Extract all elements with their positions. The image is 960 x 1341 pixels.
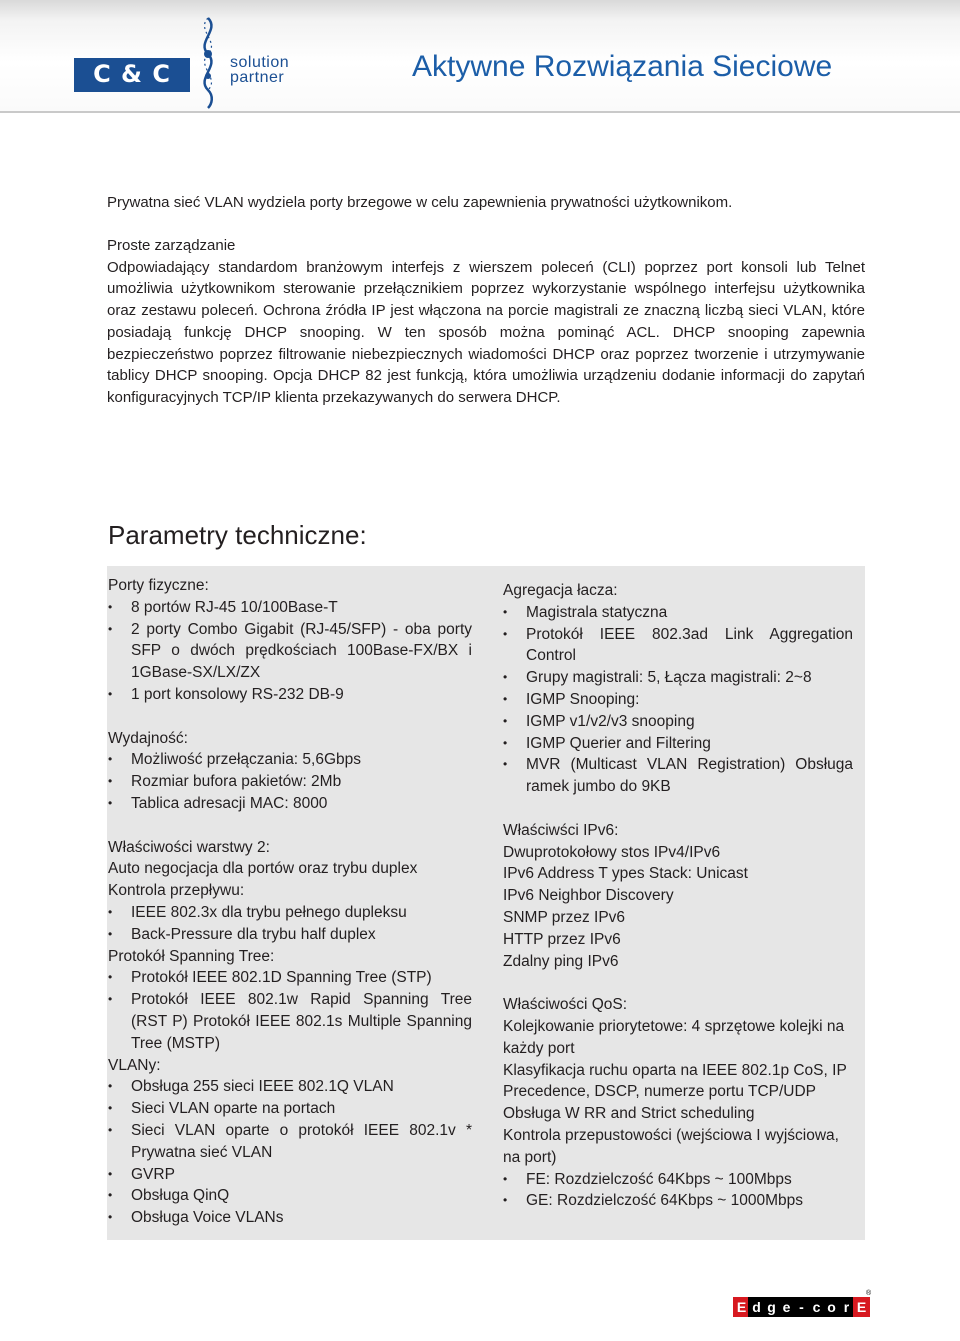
list-item: • IGMP Querier and Filtering [503,733,853,755]
flow-control-list [108,902,472,946]
spec-column-left [108,575,472,1229]
list-item: • Możliwość przełączania: 5,6Gbps [108,749,472,771]
list-item: • MVR (Multicast VLAN Registration) Obsługa ramek jumbo do 9KB [503,754,853,798]
ipv6-item: Dwuprotokołowy stos IPv4/IPv6 [503,843,721,861]
list-item: • 1 port konsolowy RS-232 DB-9 [108,684,472,706]
list-item: • Rozmiar bufora pakietów: 2Mb [108,771,472,793]
ipv6-item: IPv6 Address T ypes Stack: Unicast [503,865,748,883]
list-item: • Obsługa QinQ [108,1185,472,1207]
registered-mark: ® [866,1290,872,1297]
header-divider [0,111,960,113]
cc-solution-partner-logo [70,14,310,110]
logo-letter: E [853,1297,870,1317]
list-item: • IEEE 802.3x dla trybu pełnego dupleksu [108,902,472,924]
stp-list [108,967,472,1054]
list-item: • Obsługa Voice VLANs [108,1207,472,1229]
logo-letter: r [838,1297,855,1317]
ports-label: Porty fizyczne: [108,577,209,594]
flow-control-label: Kontrola przepływu: [108,882,245,900]
vlan-list [108,1076,472,1229]
management-section [107,235,865,409]
bandwidth-list [503,1169,853,1213]
list-item: • 2 porty Combo Gigabit (RJ-45/SFP) - oba porty SFP o dwóch prędkościach 100Base-FX/BX i 1GBase-SX/LX/ZX [108,619,472,684]
logo-letter: o [823,1297,840,1317]
logo-solution-text: solution [230,54,290,71]
page-title: Aktywne Rozwiązania Sieciowe [412,50,833,83]
qos-item: Kontrola przepustowości (wejściowa I wyjściowa, na port) [503,1126,839,1166]
list-item: • Sieci VLAN oparte o protokół IEEE 802.1v * Prywatna sieć VLAN [108,1120,472,1164]
qos-item: Klasyfikacja ruchu oparta na IEEE 802.1p CoS, IP Precedence, DSCP, numerze portu TCP/UDP [503,1061,847,1101]
autoneg-text: Auto negocjacja dla portów oraz trybu duplex [108,860,418,878]
management-heading: Proste zarządzanie [107,237,236,254]
ipv6-item: IPv6 Neighbor Discovery [503,887,674,905]
logo-letter: - [793,1297,810,1317]
ipv6-item: HTTP przez IPv6 [503,930,621,948]
list-item: • IGMP Snooping: [503,689,853,711]
spec-column-right [503,580,853,1212]
ipv6-item: SNMP przez IPv6 [503,908,626,926]
list-item: • Protokół IEEE 802.1D Spanning Tree (STP) [108,967,472,989]
params-title: Parametry techniczne: [108,520,367,550]
logo-letter: e [778,1297,795,1317]
list-item: • 8 portów RJ-45 10/100Base-T [108,597,472,619]
performance-label: Wydajność: [108,729,188,747]
stp-label: Protokół Spanning Tree: [108,947,275,965]
list-item: • Obsługa 255 sieci IEEE 802.1Q VLAN [108,1076,472,1098]
list-item: • FE: Rozdzielczość 64Kbps ~ 100Mbps [503,1169,853,1191]
list-item: • Back-Pressure dla trybu half duplex [108,924,472,946]
qos-item: Obsługa W RR and Strict scheduling [503,1105,755,1123]
logo-letter: E [733,1297,750,1317]
list-item: • Grupy magistrali: 5, Łącza magistrali: 2~8 [503,667,853,689]
list-item: • IGMP v1/v2/v3 snooping [503,711,853,733]
list-item: • Protokół IEEE 802.3ad Link Aggregation Control [503,624,853,668]
page-header [0,0,960,113]
ipv6-item: Zdalny ping IPv6 [503,952,619,970]
ports-list [108,597,472,706]
aggregation-list [503,602,853,798]
performance-list [108,749,472,814]
logo-letter: g [763,1297,780,1317]
logo-letter: d [748,1297,765,1317]
logo-letter: c [808,1297,825,1317]
list-item: • Sieci VLAN oparte na portach [108,1098,472,1120]
vlan-label: VLANy: [108,1056,161,1074]
logo-brand-text: C & C [93,60,171,88]
list-item: • Tablica adresacji MAC: 8000 [108,793,472,815]
logo-partner-text: partner [230,69,285,86]
helix-logo-graphic [188,14,228,110]
qos-item: Kolejkowanie priorytetowe: 4 sprzętowe kolejki na każdy port [503,1017,845,1057]
aggregation-label: Agregacja łacza: [503,582,618,599]
intro-paragraph: Prywatna sieć VLAN wydziela porty brzegowe w celu zapewnienia prywatności użytkownikom. [107,194,733,211]
management-body: Odpowiadający standardom branżowym interfejs z wierszem poleceń (CLI) poprzez port konsoli lub Telnet umożliwia użytkownikom sterowanie przełącznikiem poprzez wykorzystanie wspólnego interfejsu użytkownika oraz zestawu poleceń. Ochrona źródła IP jest włączona na porcie magistrali ze znaczną liczbą sieci VLAN, które posiadają funkcję DHCP snooping. W ten sposób można pominąć ACL. DHCP snooping zapewnia bezpieczeństwo poprzez filtrowanie niebezpiecznych wiadomości DHCP oraz poprzez tworzenie i utrzymywanie tablicy DHCP snooping. Opcja DHCP 82 jest funkcją, która umożliwia urządzeniu dodanie informacji do zapytań konfiguracyjnych TCP/IP klienta przekazywanych do serwera DHCP. [107,258,865,406]
ipv6-label: Właściwści IPv6: [503,821,619,839]
list-item: • Magistrala statyczna [503,602,853,624]
list-item: • GVRP [108,1164,472,1186]
list-item: • GE: Rozdzielczość 64Kbps ~ 1000Mbps [503,1190,853,1212]
layer2-label: Właściwości warstwy 2: [108,838,270,856]
qos-label: Właściwości QoS: [503,996,628,1014]
list-item: • Protokół IEEE 802.1w Rapid Spanning Tree (RST P) Protokół IEEE 802.1s Multiple Spanning Tree (MSTP) [108,989,472,1054]
